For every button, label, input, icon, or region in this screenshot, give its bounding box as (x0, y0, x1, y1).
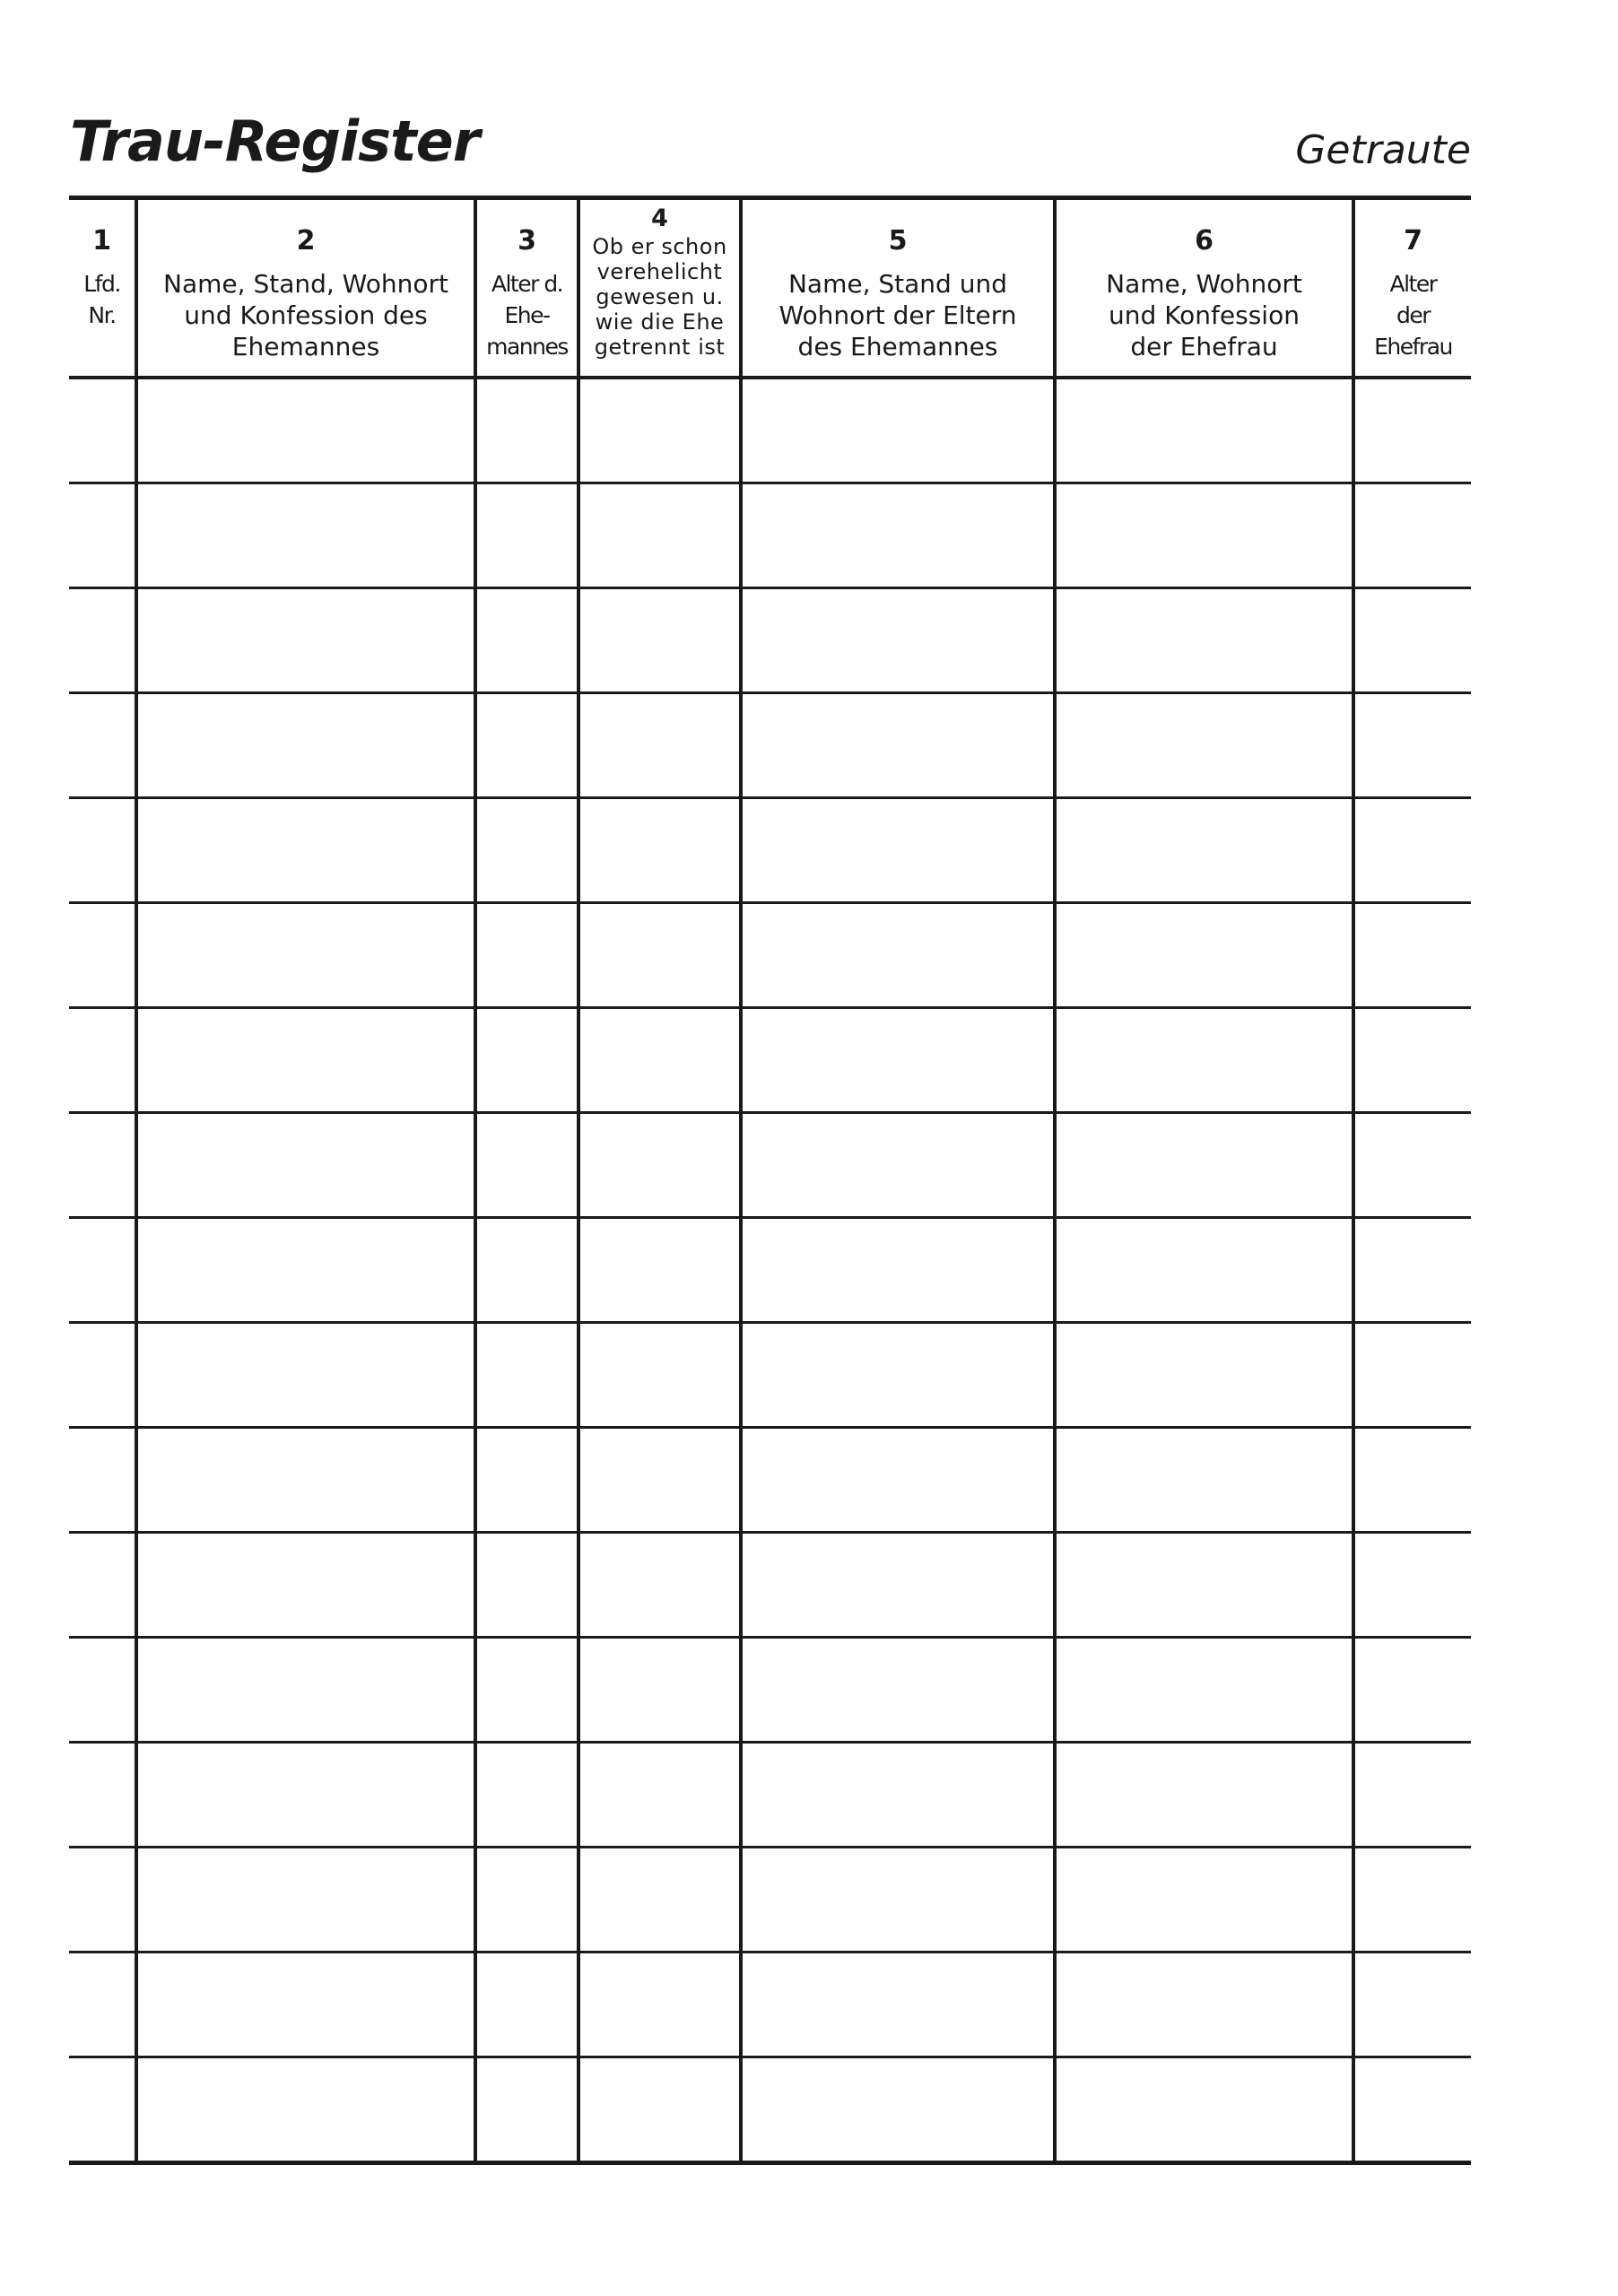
register-cell[interactable] (741, 903, 1055, 1008)
register-cell[interactable] (1055, 1113, 1353, 1218)
register-row (69, 378, 1471, 483)
register-cell[interactable] (1353, 1323, 1471, 1428)
register-cell[interactable] (136, 903, 475, 1008)
register-cell[interactable] (1055, 1638, 1353, 1743)
register-cell[interactable] (578, 1428, 741, 1533)
register-cell[interactable] (578, 1218, 741, 1323)
register-row (69, 1952, 1471, 2057)
column-label: Ob er schon verehelicht gewesen u. wie die Ehe getrennt ist (592, 234, 727, 360)
register-cell[interactable] (69, 483, 136, 588)
register-row (69, 798, 1471, 903)
register-cell[interactable] (136, 378, 475, 483)
register-cell[interactable] (136, 1638, 475, 1743)
register-table (69, 196, 1471, 2165)
register-cell[interactable] (69, 1008, 136, 1113)
column-label: Lfd. Nr. (83, 271, 120, 328)
register-cell[interactable] (475, 1743, 578, 1848)
register-cell[interactable] (136, 1323, 475, 1428)
register-cell[interactable] (475, 1952, 578, 2057)
register-cell[interactable] (578, 798, 741, 903)
column-header-lfd-nr (69, 198, 136, 378)
header-row (69, 198, 1471, 378)
register-cell[interactable] (741, 378, 1055, 483)
register-cell[interactable] (69, 588, 136, 693)
register-cell[interactable] (1353, 378, 1471, 483)
register-cell[interactable] (69, 693, 136, 798)
register-cell[interactable] (1055, 1428, 1353, 1533)
register-cell[interactable] (741, 1323, 1055, 1428)
register-cell[interactable] (475, 693, 578, 798)
register-cell[interactable] (1353, 2057, 1471, 2163)
register-cell[interactable] (578, 588, 741, 693)
register-cell[interactable] (578, 1533, 741, 1638)
register-cell[interactable] (1055, 2057, 1353, 2163)
register-cell[interactable] (578, 2057, 741, 2163)
register-row (69, 1533, 1471, 1638)
register-cell[interactable] (741, 1638, 1055, 1743)
register-cell[interactable] (1353, 1113, 1471, 1218)
register-cell[interactable] (1353, 1952, 1471, 2057)
register-cell[interactable] (578, 483, 741, 588)
register-row (69, 1323, 1471, 1428)
register-cell[interactable] (578, 1638, 741, 1743)
register-cell[interactable] (69, 1533, 136, 1638)
register-cell[interactable] (1353, 483, 1471, 588)
register-cell[interactable] (741, 1533, 1055, 1638)
register-row (69, 1428, 1471, 1533)
register-cell[interactable] (136, 1848, 475, 1952)
register-cell[interactable] (69, 1428, 136, 1533)
register-cell[interactable] (136, 2057, 475, 2163)
register-cell[interactable] (741, 1008, 1055, 1113)
register-cell[interactable] (578, 693, 741, 798)
register-cell[interactable] (1055, 483, 1353, 588)
register-cell[interactable] (741, 1743, 1055, 1848)
register-cell[interactable] (475, 588, 578, 693)
register-cell[interactable] (69, 1323, 136, 1428)
page-subtitle: Getraute (1295, 127, 1471, 173)
column-label: Name, Wohnort und Konfession der Ehefrau (1106, 269, 1302, 361)
register-cell[interactable] (741, 1952, 1055, 2057)
column-number: 1 (92, 225, 111, 257)
column-header-vorehe (578, 198, 741, 378)
register-cell[interactable] (1353, 1218, 1471, 1323)
register-cell[interactable] (741, 798, 1055, 903)
register-cell[interactable] (1055, 1952, 1353, 2057)
register-cell[interactable] (136, 1533, 475, 1638)
register-row (69, 2057, 1471, 2163)
register-cell[interactable] (578, 378, 741, 483)
register-cell[interactable] (136, 483, 475, 588)
register-row (69, 1218, 1471, 1323)
register-cell[interactable] (69, 1743, 136, 1848)
register-cell[interactable] (1055, 1743, 1353, 1848)
register-cell[interactable] (1055, 1323, 1353, 1428)
register-cell[interactable] (69, 1113, 136, 1218)
register-cell[interactable] (475, 483, 578, 588)
register-cell[interactable] (1353, 1533, 1471, 1638)
register-row (69, 1008, 1471, 1113)
register-cell[interactable] (1353, 1008, 1471, 1113)
register-cell[interactable] (136, 1218, 475, 1323)
register-cell[interactable] (1055, 588, 1353, 693)
register-cell[interactable] (578, 903, 741, 1008)
register-body (69, 378, 1471, 2163)
register-row (69, 1848, 1471, 1952)
register-cell[interactable] (1055, 1008, 1353, 1113)
register-cell[interactable] (578, 1952, 741, 2057)
register-cell[interactable] (69, 378, 136, 483)
register-cell[interactable] (741, 693, 1055, 798)
register-cell[interactable] (69, 1638, 136, 1743)
register-cell[interactable] (475, 1638, 578, 1743)
register-cell[interactable] (578, 1323, 741, 1428)
register-cell[interactable] (1353, 1428, 1471, 1533)
register-row (69, 588, 1471, 693)
register-cell[interactable] (475, 378, 578, 483)
register-cell[interactable] (578, 1113, 741, 1218)
column-number: 5 (888, 225, 908, 257)
column-header-ehemann (136, 198, 475, 378)
register-cell[interactable] (69, 2057, 136, 2163)
register-cell[interactable] (1353, 588, 1471, 693)
register-cell[interactable] (1055, 1533, 1353, 1638)
column-label: Alter d. Ehe- mannes (486, 271, 568, 360)
register-cell[interactable] (475, 2057, 578, 2163)
register-cell[interactable] (475, 798, 578, 903)
register-cell[interactable] (741, 1848, 1055, 1952)
register-cell[interactable] (475, 1323, 578, 1428)
register-cell[interactable] (136, 1008, 475, 1113)
register-cell[interactable] (578, 1743, 741, 1848)
register-cell[interactable] (1055, 903, 1353, 1008)
register-cell[interactable] (69, 903, 136, 1008)
column-number: 4 (651, 204, 668, 232)
register-cell[interactable] (1055, 798, 1353, 903)
register-cell[interactable] (475, 1218, 578, 1323)
register-cell[interactable] (69, 1218, 136, 1323)
register-cell[interactable] (69, 1848, 136, 1952)
column-number: 2 (296, 225, 316, 257)
register-cell[interactable] (1353, 1848, 1471, 1952)
column-label: Name, Stand und Wohnort der Eltern des Ehemannes (779, 269, 1017, 361)
column-header-ehefrau (1055, 198, 1353, 378)
register-cell[interactable] (741, 1428, 1055, 1533)
register-cell[interactable] (741, 1113, 1055, 1218)
register-row (69, 1638, 1471, 1743)
register-row (69, 903, 1471, 1008)
column-header-eltern (741, 198, 1055, 378)
register-cell[interactable] (475, 1113, 578, 1218)
column-label: Name, Stand, Wohnort und Konfession des Ehemannes (163, 269, 448, 361)
register-cell[interactable] (741, 1218, 1055, 1323)
register-cell[interactable] (69, 798, 136, 903)
register-row (69, 693, 1471, 798)
register-cell[interactable] (1055, 378, 1353, 483)
register-cell[interactable] (1353, 1638, 1471, 1743)
register-cell[interactable] (136, 798, 475, 903)
register-cell[interactable] (1353, 693, 1471, 798)
register-cell[interactable] (136, 1428, 475, 1533)
register-cell[interactable] (475, 903, 578, 1008)
register-cell[interactable] (1055, 1218, 1353, 1323)
register-cell[interactable] (741, 588, 1055, 693)
register-row (69, 1113, 1471, 1218)
page-title: Trau-Register (70, 109, 480, 174)
register-cell[interactable] (1353, 903, 1471, 1008)
register-cell[interactable] (136, 693, 475, 798)
register-cell[interactable] (741, 2057, 1055, 2163)
register-cell[interactable] (1353, 1743, 1471, 1848)
register-cell[interactable] (578, 1008, 741, 1113)
register-cell[interactable] (475, 1848, 578, 1952)
column-label: Alter der Ehefrau (1374, 271, 1452, 360)
register-cell[interactable] (475, 1428, 578, 1533)
register-cell[interactable] (136, 1952, 475, 2057)
column-number: 7 (1404, 225, 1422, 257)
column-header-alter-ehefrau (1353, 198, 1471, 378)
column-number: 6 (1195, 225, 1214, 257)
register-cell[interactable] (136, 588, 475, 693)
register-cell[interactable] (741, 483, 1055, 588)
register-cell[interactable] (1055, 693, 1353, 798)
register-cell[interactable] (136, 1743, 475, 1848)
register-cell[interactable] (1353, 798, 1471, 903)
column-number: 3 (518, 225, 536, 257)
register-cell[interactable] (69, 1952, 136, 2057)
register-cell[interactable] (475, 1008, 578, 1113)
register-cell[interactable] (578, 1848, 741, 1952)
register-cell[interactable] (1055, 1848, 1353, 1952)
register-row (69, 1743, 1471, 1848)
register-cell[interactable] (136, 1113, 475, 1218)
register-row (69, 483, 1471, 588)
column-header-alter-ehemann (475, 198, 578, 378)
register-cell[interactable] (475, 1533, 578, 1638)
